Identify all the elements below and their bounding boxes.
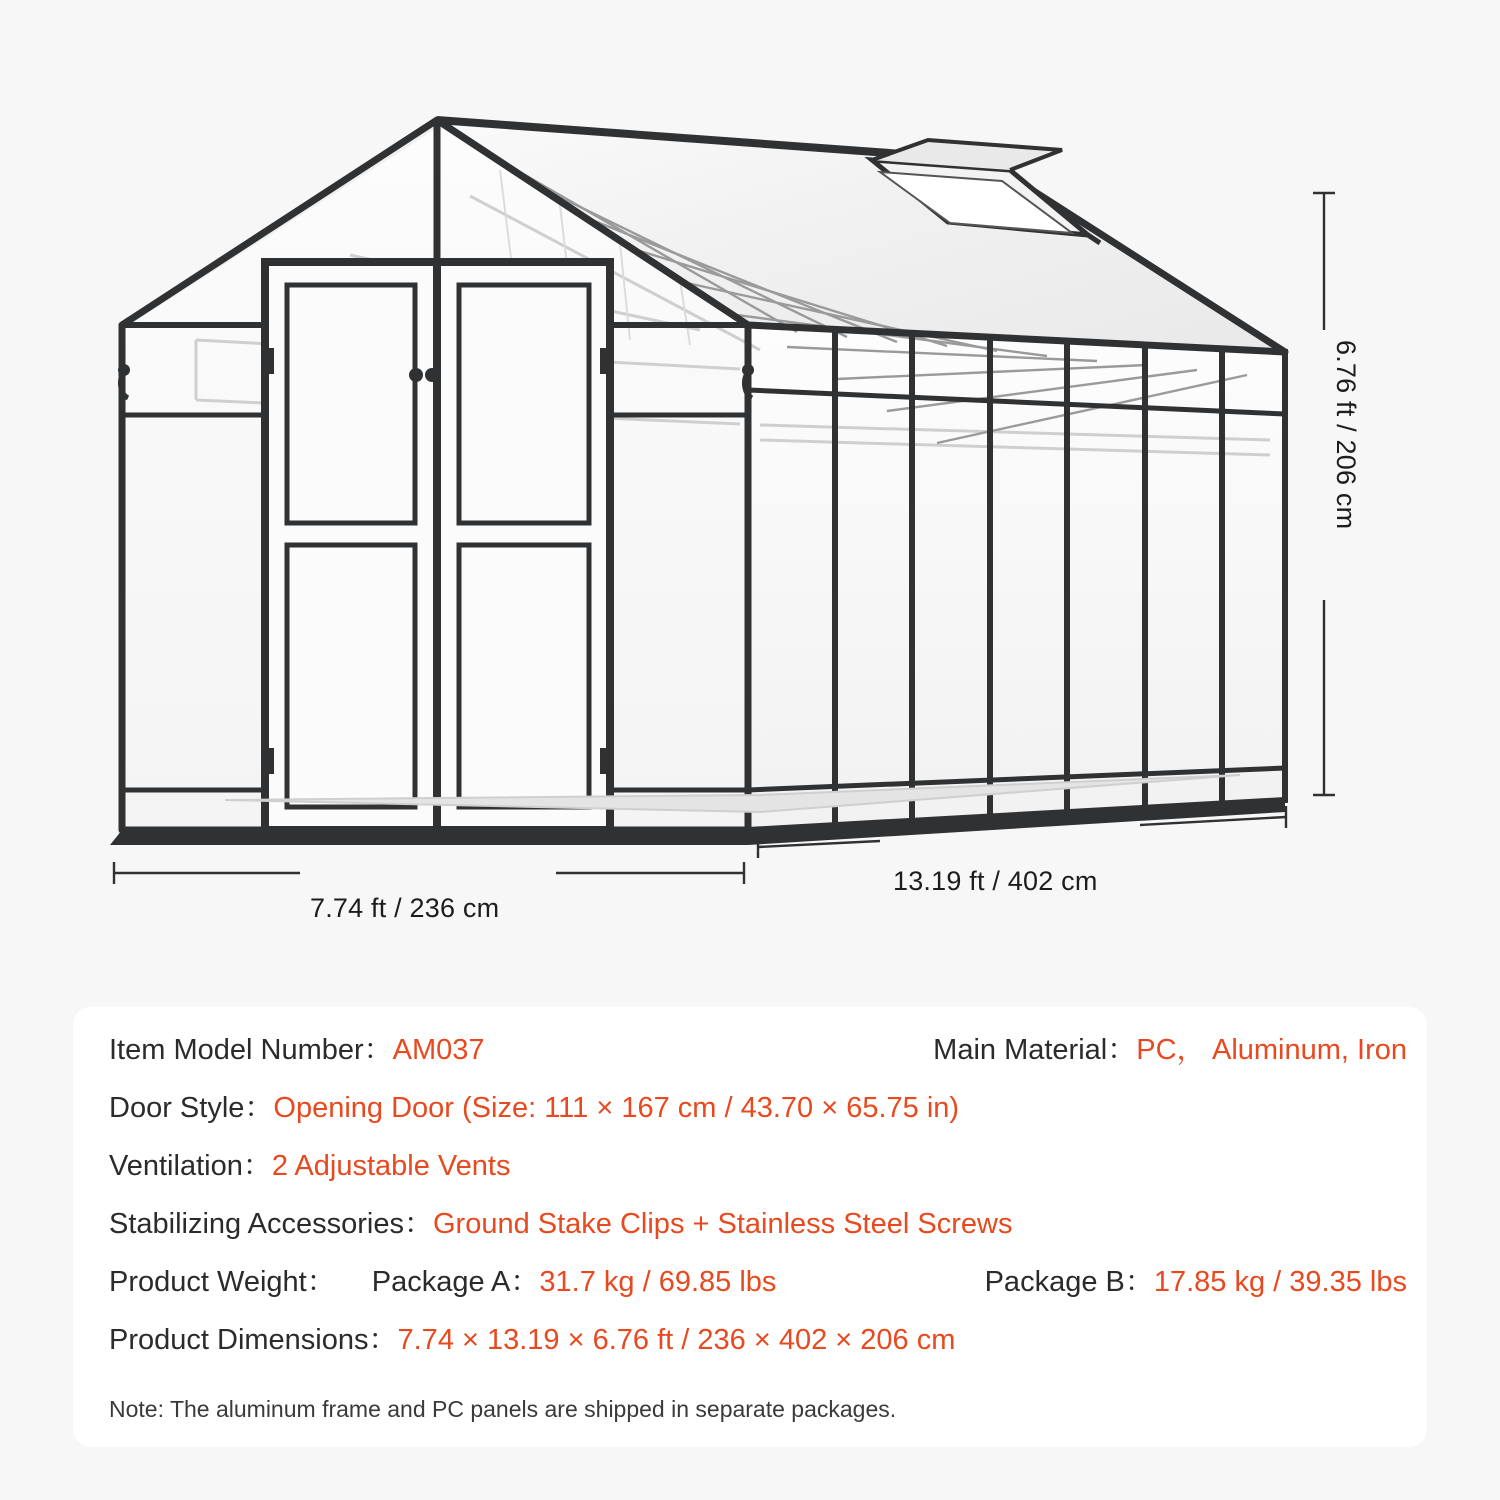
ventilation-value: 2 Adjustable Vents — [271, 1150, 511, 1182]
spec-row-weight — [109, 1259, 1407, 1317]
spec-row-product-dimensions — [109, 1317, 1407, 1375]
door-label: Door Style： — [109, 1092, 274, 1124]
width-dimension-label: 7.74 ft / 236 cm — [310, 893, 500, 923]
package-a-label: Package A： — [371, 1266, 540, 1298]
material-value: PC， Aluminum, Iron — [1136, 1034, 1407, 1066]
door-value: Opening Door (Size: 111 × 167 cm / 43.70 × 65.75 in) — [273, 1092, 960, 1124]
package-b-label: Package B： — [984, 1266, 1154, 1298]
door-handle-left-icon — [409, 368, 423, 382]
model-label: Item Model Number： — [109, 1034, 393, 1066]
specification-rows — [109, 1027, 1407, 1375]
spec-row-model-material — [109, 1027, 1407, 1085]
height-dimension-label: 6.76 ft / 206 cm — [1331, 340, 1361, 530]
greenhouse-door[interactable] — [265, 262, 610, 830]
door-handle-right-icon — [425, 368, 439, 382]
model-value: AM037 — [392, 1034, 485, 1066]
package-a-value: 31.7 kg / 69.85 lbs — [539, 1266, 777, 1298]
material-label: Main Material： — [933, 1034, 1137, 1066]
stabilizing-value: Ground Stake Clips + Stainless Steel Screws — [432, 1208, 1013, 1240]
specification-card — [73, 1007, 1427, 1447]
spec-row-stabilizing — [109, 1201, 1407, 1259]
weight-label: Product Weight： — [109, 1266, 336, 1298]
shipping-note: Note: The aluminum frame and PC panels are shipped in separate packages. — [109, 1396, 897, 1422]
spec-row-ventilation — [109, 1143, 1407, 1201]
package-b-value: 17.85 kg / 39.35 lbs — [1153, 1266, 1407, 1298]
product-dimensions-value: 7.74 × 13.19 × 6.76 ft / 236 × 402 × 206 cm — [397, 1324, 956, 1356]
ventilation-label: Ventilation： — [109, 1150, 272, 1182]
depth-dimension-label: 13.19 ft / 402 cm — [893, 866, 1098, 896]
card-divider — [109, 1374, 1391, 1375]
spec-row-door — [109, 1085, 1407, 1143]
product-dimensions-label: Product Dimensions： — [109, 1324, 398, 1356]
stabilizing-label: Stabilizing Accessories： — [109, 1208, 433, 1240]
